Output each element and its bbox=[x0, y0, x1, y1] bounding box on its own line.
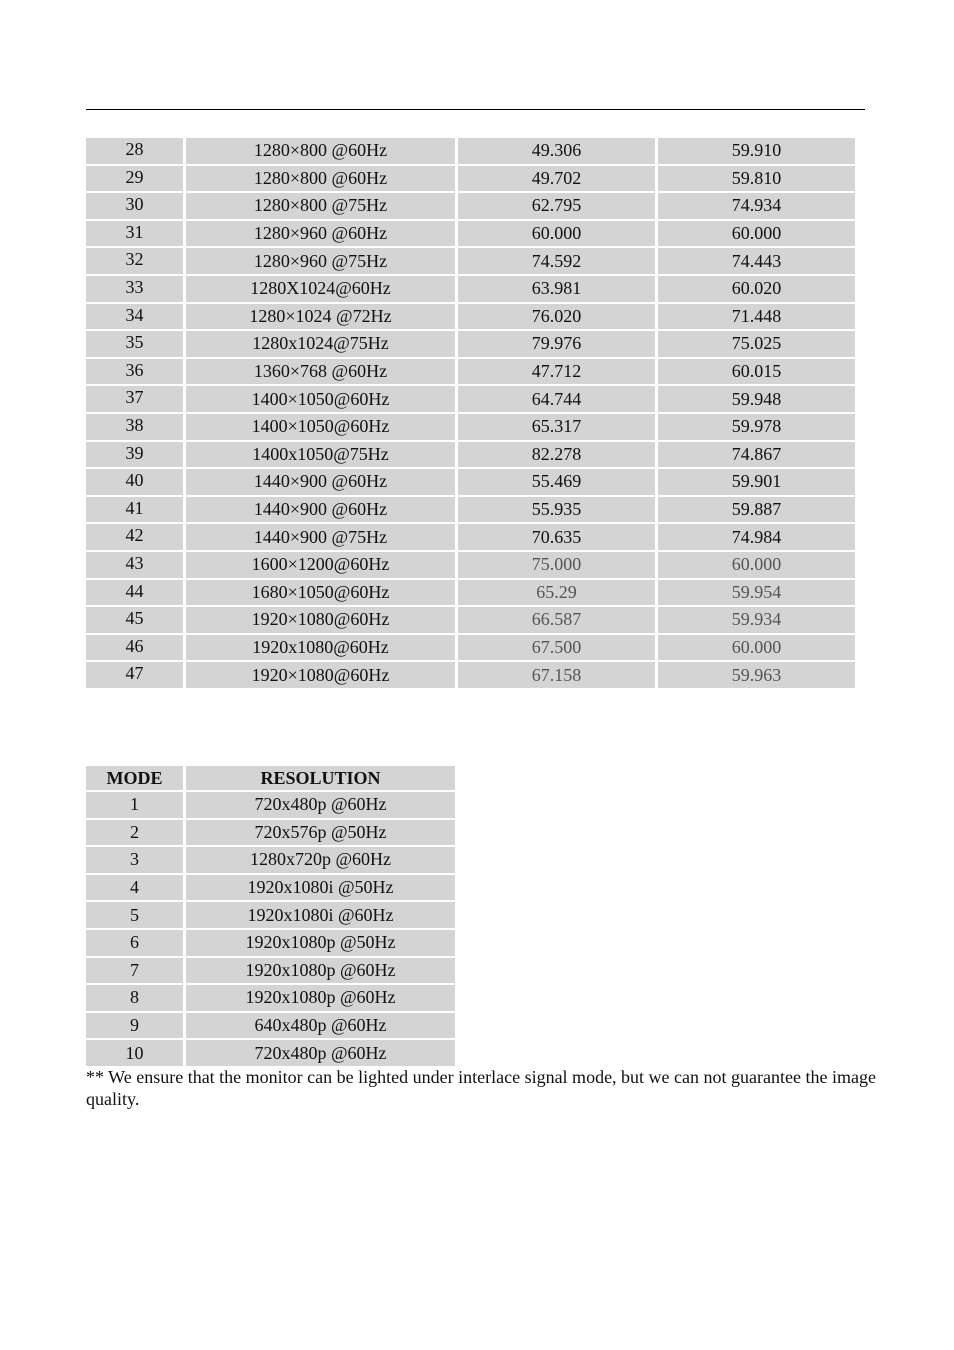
mode-cell: 38 bbox=[86, 414, 183, 440]
mode-cell: 31 bbox=[86, 221, 183, 247]
table-row bbox=[86, 792, 455, 818]
mode-cell: 4 bbox=[86, 875, 183, 901]
vertical-frequency-cell: 74.867 bbox=[658, 442, 855, 468]
resolution-cell: 1920x1080@60Hz bbox=[186, 635, 455, 661]
resolution-cell: 1280×800 @75Hz bbox=[186, 193, 455, 219]
video-table-header-row bbox=[86, 766, 455, 790]
mode-cell: 5 bbox=[86, 902, 183, 928]
resolution-cell: 720x480p @60Hz bbox=[186, 792, 455, 818]
vertical-frequency-cell: 74.934 bbox=[658, 193, 855, 219]
horizontal-frequency-cell: 49.306 bbox=[458, 138, 655, 164]
vertical-frequency-cell: 75.025 bbox=[658, 331, 855, 357]
resolution-cell: 1680×1050@60Hz bbox=[186, 580, 455, 606]
mode-cell: 28 bbox=[86, 138, 183, 164]
vertical-frequency-cell: 60.000 bbox=[658, 221, 855, 247]
horizontal-frequency-cell: 55.469 bbox=[458, 469, 655, 495]
mode-cell: 46 bbox=[86, 635, 183, 661]
table-row bbox=[86, 166, 855, 192]
table-row bbox=[86, 359, 855, 385]
vertical-frequency-cell: 59.963 bbox=[658, 662, 855, 688]
horizontal-frequency-cell: 64.744 bbox=[458, 386, 655, 412]
resolution-cell: 1280×960 @75Hz bbox=[186, 248, 455, 274]
vertical-frequency-cell: 59.978 bbox=[658, 414, 855, 440]
vertical-frequency-cell: 59.887 bbox=[658, 497, 855, 523]
horizontal-frequency-cell: 49.702 bbox=[458, 166, 655, 192]
resolution-cell: 1280×1024 @72Hz bbox=[186, 304, 455, 330]
mode-cell: 37 bbox=[86, 386, 183, 412]
table-row bbox=[86, 442, 855, 468]
table-row bbox=[86, 248, 855, 274]
resolution-cell: 1400x1050@75Hz bbox=[186, 442, 455, 468]
resolution-cell: 1920x1080p @50Hz bbox=[186, 930, 455, 956]
horizontal-frequency-cell: 67.500 bbox=[458, 635, 655, 661]
horizontal-frequency-cell: 75.000 bbox=[458, 552, 655, 578]
mode-cell: 36 bbox=[86, 359, 183, 385]
mode-cell: 44 bbox=[86, 580, 183, 606]
timing-table bbox=[83, 136, 858, 690]
horizontal-frequency-cell: 66.587 bbox=[458, 607, 655, 633]
resolution-cell: 720x576p @50Hz bbox=[186, 820, 455, 846]
mode-cell: 35 bbox=[86, 331, 183, 357]
horizontal-frequency-cell: 74.592 bbox=[458, 248, 655, 274]
table-row bbox=[86, 1040, 455, 1066]
mode-cell: 10 bbox=[86, 1040, 183, 1066]
horizontal-frequency-cell: 55.935 bbox=[458, 497, 655, 523]
mode-cell: 41 bbox=[86, 497, 183, 523]
resolution-cell: 1440×900 @60Hz bbox=[186, 469, 455, 495]
mode-cell: 1 bbox=[86, 792, 183, 818]
table-row bbox=[86, 331, 855, 357]
resolution-cell: 1280×800 @60Hz bbox=[186, 138, 455, 164]
horizontal-frequency-cell: 82.278 bbox=[458, 442, 655, 468]
video-table-body bbox=[86, 792, 455, 1066]
mode-cell: 45 bbox=[86, 607, 183, 633]
mode-cell: 39 bbox=[86, 442, 183, 468]
interlace-footnote: ** We ensure that the monitor can be lighted under interlace signal mode, but we can not guarantee the image quality. bbox=[86, 1067, 876, 1109]
resolution-cell: 1400×1050@60Hz bbox=[186, 414, 455, 440]
resolution-cell: 1920×1080@60Hz bbox=[186, 662, 455, 688]
resolution-cell: 1280×960 @60Hz bbox=[186, 221, 455, 247]
vertical-frequency-cell: 59.901 bbox=[658, 469, 855, 495]
table-row bbox=[86, 607, 855, 633]
mode-cell: 2 bbox=[86, 820, 183, 846]
resolution-cell: 1920×1080@60Hz bbox=[186, 607, 455, 633]
resolution-cell: 1920x1080i @60Hz bbox=[186, 902, 455, 928]
mode-cell: 9 bbox=[86, 1013, 183, 1039]
resolution-cell: 1360×768 @60Hz bbox=[186, 359, 455, 385]
horizontal-frequency-cell: 67.158 bbox=[458, 662, 655, 688]
table-row bbox=[86, 524, 855, 550]
vertical-frequency-cell: 59.934 bbox=[658, 607, 855, 633]
top-horizontal-rule bbox=[86, 109, 865, 110]
mode-cell: 47 bbox=[86, 662, 183, 688]
vertical-frequency-cell: 59.810 bbox=[658, 166, 855, 192]
resolution-cell: 1280x720p @60Hz bbox=[186, 847, 455, 873]
resolution-cell: 1280x1024@75Hz bbox=[186, 331, 455, 357]
vertical-frequency-cell: 74.443 bbox=[658, 248, 855, 274]
table-row bbox=[86, 847, 455, 873]
table-row bbox=[86, 497, 855, 523]
table-row bbox=[86, 193, 855, 219]
mode-cell: 3 bbox=[86, 847, 183, 873]
vertical-frequency-cell: 74.984 bbox=[658, 524, 855, 550]
table-row bbox=[86, 138, 855, 164]
vertical-frequency-cell: 60.020 bbox=[658, 276, 855, 302]
table-row bbox=[86, 1013, 455, 1039]
resolution-cell: 720x480p @60Hz bbox=[186, 1040, 455, 1066]
table-row bbox=[86, 469, 855, 495]
mode-cell: 29 bbox=[86, 166, 183, 192]
vertical-frequency-cell: 71.448 bbox=[658, 304, 855, 330]
table-row bbox=[86, 875, 455, 901]
mode-cell: 8 bbox=[86, 985, 183, 1011]
horizontal-frequency-cell: 79.976 bbox=[458, 331, 655, 357]
resolution-cell: 1440×900 @75Hz bbox=[186, 524, 455, 550]
horizontal-frequency-cell: 70.635 bbox=[458, 524, 655, 550]
vertical-frequency-cell: 59.948 bbox=[658, 386, 855, 412]
resolution-cell: 1440×900 @60Hz bbox=[186, 497, 455, 523]
mode-cell: 43 bbox=[86, 552, 183, 578]
timing-table-body bbox=[86, 138, 855, 688]
table-row bbox=[86, 221, 855, 247]
vertical-frequency-cell: 59.954 bbox=[658, 580, 855, 606]
mode-cell: 32 bbox=[86, 248, 183, 274]
resolution-cell: 1600×1200@60Hz bbox=[186, 552, 455, 578]
horizontal-frequency-cell: 47.712 bbox=[458, 359, 655, 385]
horizontal-frequency-cell: 63.981 bbox=[458, 276, 655, 302]
vertical-frequency-cell: 59.910 bbox=[658, 138, 855, 164]
table-row bbox=[86, 635, 855, 661]
horizontal-frequency-cell: 65.317 bbox=[458, 414, 655, 440]
vertical-frequency-cell: 60.000 bbox=[658, 552, 855, 578]
table-row bbox=[86, 386, 855, 412]
horizontal-frequency-cell: 65.29 bbox=[458, 580, 655, 606]
table-row bbox=[86, 580, 855, 606]
resolution-cell: 1280×800 @60Hz bbox=[186, 166, 455, 192]
table-row bbox=[86, 276, 855, 302]
resolution-cell: 640x480p @60Hz bbox=[186, 1013, 455, 1039]
table-row bbox=[86, 304, 855, 330]
mode-cell: 40 bbox=[86, 469, 183, 495]
mode-column-header: MODE bbox=[86, 766, 183, 790]
resolution-column-header: RESOLUTION bbox=[186, 766, 455, 790]
resolution-cell: 1920x1080i @50Hz bbox=[186, 875, 455, 901]
horizontal-frequency-cell: 62.795 bbox=[458, 193, 655, 219]
mode-cell: 33 bbox=[86, 276, 183, 302]
resolution-cell: 1920x1080p @60Hz bbox=[186, 958, 455, 984]
table-row bbox=[86, 930, 455, 956]
vertical-frequency-cell: 60.015 bbox=[658, 359, 855, 385]
table-row bbox=[86, 958, 455, 984]
horizontal-frequency-cell: 60.000 bbox=[458, 221, 655, 247]
table-row bbox=[86, 662, 855, 688]
vertical-frequency-cell: 60.000 bbox=[658, 635, 855, 661]
horizontal-frequency-cell: 76.020 bbox=[458, 304, 655, 330]
mode-cell: 6 bbox=[86, 930, 183, 956]
resolution-cell: 1400×1050@60Hz bbox=[186, 386, 455, 412]
table-row bbox=[86, 552, 855, 578]
table-row bbox=[86, 820, 455, 846]
resolution-cell: 1920x1080p @60Hz bbox=[186, 985, 455, 1011]
table-row bbox=[86, 985, 455, 1011]
resolution-cell: 1280X1024@60Hz bbox=[186, 276, 455, 302]
mode-cell: 7 bbox=[86, 958, 183, 984]
mode-cell: 30 bbox=[86, 193, 183, 219]
mode-cell: 34 bbox=[86, 304, 183, 330]
mode-cell: 42 bbox=[86, 524, 183, 550]
table-row bbox=[86, 902, 455, 928]
table-row bbox=[86, 414, 855, 440]
video-mode-table bbox=[83, 764, 458, 1068]
